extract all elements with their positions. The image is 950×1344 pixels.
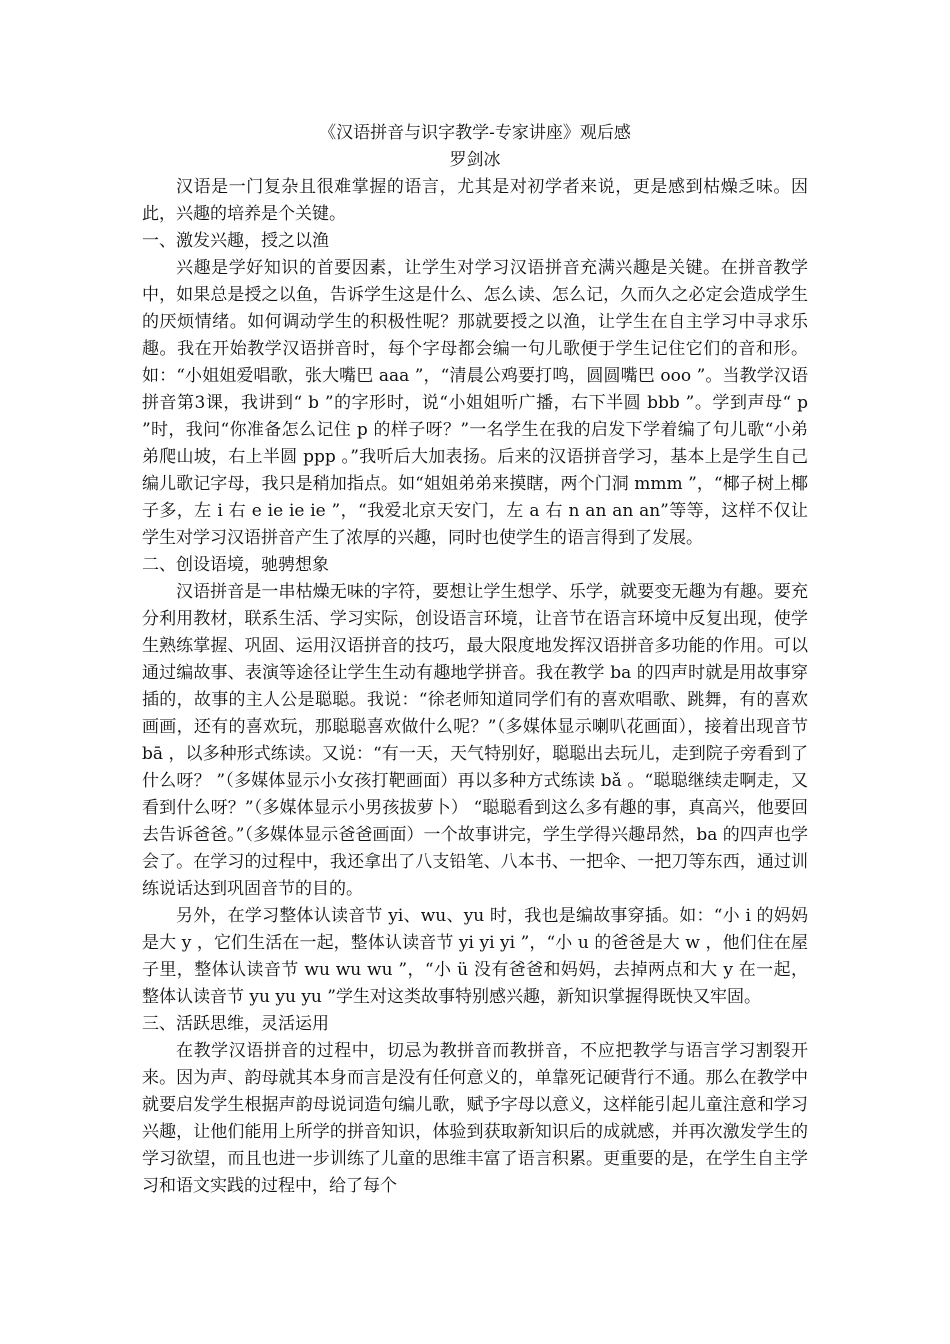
section-2-paragraph-1: 汉语拼音是一串枯燥无味的字符，要想让学生想学、乐学，就要变无趣为有趣。要充分利用教材，联系生活、学习实际，创设语言环境，让音节在语言环境中反复出现，使学生熟练掌握、巩固、运用汉语拼音的技巧，最大限度地发挥汉语拼音多功能的作用。可以通过编故事、表演等途径让学生生动有趣地学拼音。我在教学 ba 的四声时就是用故事穿插的，故事的主人公是聪聪。我说：“徐老师知道同学们有的喜欢唱歌、跳舞，有的喜欢画画，还有的喜欢玩，那聪聪喜欢做什么呢？”（多媒体显示喇叭花画面），接着出现音节 bā ，以多种形式练读。又说：“有一天，天气特别好，聪聪出去玩儿，走到院子旁看到了什么呀？ ”（多媒体显示小女孩打靶画面）再以多种方式练读 bǎ 。“聪聪继续走啊走，又看到什么呀？”（多媒体显示小男孩拔萝卜） “聪聪看到这么多有趣的事，真高兴，他要回去告诉爸爸。”（多媒体显示爸爸画面）一个故事讲完，学生学得兴趣昂然，ba 的四声也学会了。在学习的过程中，我还拿出了八支铅笔、八本书、一把伞、一把刀等东西，通过训练说话达到巩固音节的目的。 — [142, 582, 808, 899]
section-1-paragraph-1: 兴趣是学好知识的首要因素，让学生对学习汉语拼音充满兴趣是关键。在拼音教学中，如果总是授之以鱼，告诉学生这是什么、怎么读、怎么记，久而久之必定会造成学生的厌烦情绪。如何调动学生的积极性呢？那就要授之以渔，让学生在自主学习中寻求乐趣。我在开始教学汉语拼音时，每个字母都会编一句儿歌便于学生记住它们的音和形。如：“小姐姐爱唱歌，张大嘴巴 aaa ”，“清晨公鸡要打鸣，圆圆嘴巴 ooo ”。当教学汉语拼音第3课，我讲到“ b ”的字形时，说“小姐姐听广播，右下半圆 bbb ”。学到声母“ p ”时，我问“你准备怎么记住 p 的样子呀？”一名学生在我的启发下学着编了句儿歌“小弟弟爬山坡，右上半圆 ppp 。”我听后大加表扬。后来的汉语拼音学习，基本上是学生自己编儿歌记字母，我只是稍加指点。如“姐姐弟弟来摸瞎，两个门洞 mmm ”，“椰子树上椰子多，左 i 右 e ie ie ie ”，“我爱北京天安门，左 a 右 n an an an”等等，这样不仅让学生对学习汉语拼音产生了浓厚的兴趣，同时也使学生的语言得到了发展。 — [142, 258, 808, 548]
document-author: 罗剑冰 — [449, 150, 501, 170]
document-page — [142, 120, 808, 1200]
section-3-heading: 三、活跃思维，灵活运用 — [142, 1014, 329, 1034]
intro-paragraph: 汉语是一门复杂且很难掌握的语言，尤其是对初学者来说，更是感到枯燥乏味。因此，兴趣的培养是个关键。 — [142, 177, 808, 224]
document-title: 《汉语拼音与识字教学-专家讲座》观后感 — [319, 123, 631, 143]
section-2-heading: 二、创设语境，驰骋想象 — [142, 555, 329, 575]
section-2-paragraph-2: 另外，在学习整体认读音节 yi、wu、yu 时，我也是编故事穿插。如：“小 i 的妈妈是大 y ，它们生活在一起，整体认读音节 yi yi yi ”，“小 u 的爸爸是大 w ，他们住在屋子里，整体认读音节 wu wu wu ”，“小 ü 没有爸爸和妈妈，去掉两点和大 y 在一起，整体认读音节 yu yu yu ”学生对这类故事特别感兴趣，新知识掌握得既快又牢固。 — [142, 906, 808, 1007]
section-1-heading: 一、激发兴趣，授之以渔 — [142, 231, 329, 251]
section-3-paragraph-1: 在教学汉语拼音的过程中，切忌为教拼音而教拼音，不应把教学与语言学习割裂开来。因为声、韵母就其本身而言是没有任何意义的，单靠死记硬背行不通。那么在教学中就要启发学生根据声韵母说词造句编儿歌，赋予字母以意义，这样能引起儿童注意和学习兴趣，让他们能用上所学的拼音知识，体验到获取新知识后的成就感，并再次激发学生的学习欲望，而且也进一步训练了儿童的思维丰富了语言积累。更重要的是，在学生自主学习和语文实践的过程中，给了每个 — [142, 1041, 808, 1196]
